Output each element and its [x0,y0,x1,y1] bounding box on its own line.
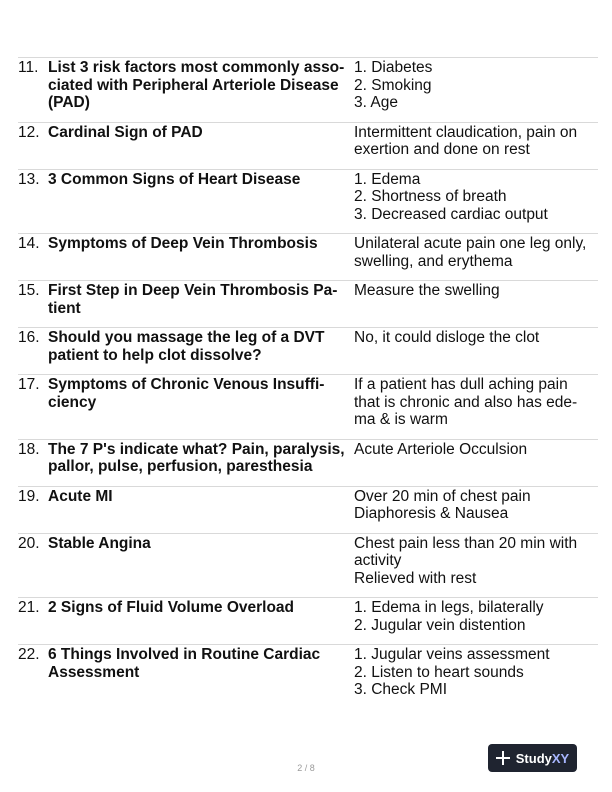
card-definition [352,58,598,112]
card-definition-line: Over 20 min of chest pain [354,487,531,505]
plus-icon [496,751,510,765]
card-definition-line: 2. Shortness of breath [354,188,507,205]
card-number: 12. [18,123,40,141]
card-number: 11. [18,59,39,76]
card-definition-line: swelling, and erythema [354,252,513,270]
card-term [48,487,352,523]
card-row [18,327,598,374]
card-definition [352,375,598,429]
card-term [48,598,352,634]
card-definition-line: Diaphoresis & Nausea [354,505,509,522]
card-number: 17. [18,376,40,393]
card-row [18,122,598,169]
card-term [48,375,352,429]
brand-accent: XY [551,750,570,766]
card-term [48,328,352,364]
card-term-line: List 3 risk factors most commonly asso- [48,59,345,76]
card-definition-line: No, it could disloge the clot [354,329,540,346]
card-definition [352,123,598,159]
card-definition [352,440,598,476]
card-definition [352,281,598,317]
card-term-line: ciency [48,393,97,411]
card-definition-line: 1. Diabetes [354,59,433,76]
page-number: 2 / 8 [297,763,315,773]
card-term-line: Cardinal Sign of PAD [48,123,203,141]
card-row [18,597,598,644]
card-row [18,644,598,709]
card-definition-line: 3. Age [354,94,398,111]
card-term [48,645,352,699]
card-definition-line: exertion and done on rest [354,141,530,158]
flashcard-table [18,57,598,709]
card-number: 21. [18,599,40,616]
card-definition-line: activity [354,552,402,569]
card-definition-line: that is chronic and also has ede- [354,393,578,411]
card-definition-line: Relieved with rest [354,569,477,587]
card-definition-line: 1. Edema in legs, bilaterally [354,599,544,616]
card-term-line: Assessment [48,663,140,681]
card-term-line: First Step in Deep Vein Thrombosis Pa- [48,282,338,299]
card-definition-line: 1. Jugular veins assessment [354,646,550,663]
card-definition-line: 2. Listen to heart sounds [354,663,524,681]
card-term-line: Acute MI [48,487,113,505]
card-term [48,534,352,588]
card-definition [352,534,598,588]
card-definition-line: If a patient has dull aching pain [354,376,568,393]
card-definition-line: 2. Jugular vein distention [354,616,526,634]
card-term-line: ciated with Peripheral Arteriole Disease [48,76,339,94]
card-number: 15. [18,282,40,299]
card-term [48,123,352,159]
card-term-line: tient [48,299,81,317]
card-definition-line: 3. Check PMI [354,681,448,698]
card-row [18,374,598,439]
card-row [18,57,598,122]
card-definition-line: 2. Smoking [354,76,432,94]
card-number: 19. [18,487,40,505]
card-term-line: The 7 P's indicate what? Pain, paralysis, [48,440,345,458]
card-row [18,533,598,598]
card-definition-line: Unilateral acute pain one leg only, [354,235,587,252]
card-row [18,280,598,327]
card-definition [352,598,598,634]
card-term-line: pallor, pulse, perfusion, paresthesia [48,458,313,475]
card-definition-line: Chest pain less than 20 min with [354,534,578,552]
card-definition-line: 3. Decreased cardiac output [354,205,548,223]
card-definition [352,328,598,364]
studyxy-badge[interactable] [488,744,577,772]
card-term [48,234,352,270]
card-term [48,440,352,476]
card-term [48,281,352,317]
card-definition [352,234,598,270]
card-number: 16. [18,329,40,346]
card-term-line: 6 Things Involved in Routine Cardiac [48,646,321,663]
card-row [18,169,598,234]
card-definition [352,170,598,224]
card-term-line: Symptoms of Deep Vein Thrombosis [48,235,318,252]
card-term-line: Stable Angina [48,534,151,552]
card-number: 14. [18,235,40,252]
card-definition-line: 1. Edema [354,170,421,188]
card-definition-line: Measure the swelling [354,282,500,299]
card-number: 22. [18,646,40,663]
card-term-line: 2 Signs of Fluid Volume Overload [48,599,295,616]
card-definition [352,487,598,523]
card-term-line: (PAD) [48,94,90,111]
card-term-line: Symptoms of Chronic Venous Insuffi- [48,376,325,393]
card-number: 18. [18,440,40,458]
card-row [18,233,598,280]
card-number: 13. [18,170,40,188]
card-term [48,170,352,224]
card-term-line: patient to help clot dissolve? [48,346,262,364]
card-row [18,439,598,486]
card-definition-line: ma & is warm [354,411,448,428]
card-term-line: 3 Common Signs of Heart Disease [48,170,301,188]
card-row [18,486,598,533]
card-number: 20. [18,534,40,552]
card-term-line: Should you massage the leg of a DVT [48,329,325,346]
brand-main: Study [515,750,552,766]
card-term [48,58,352,112]
card-definition [352,645,598,699]
card-definition-line: Intermittent claudication, pain on [354,123,578,141]
card-definition-line: Acute Arteriole Occulsion [354,440,528,458]
